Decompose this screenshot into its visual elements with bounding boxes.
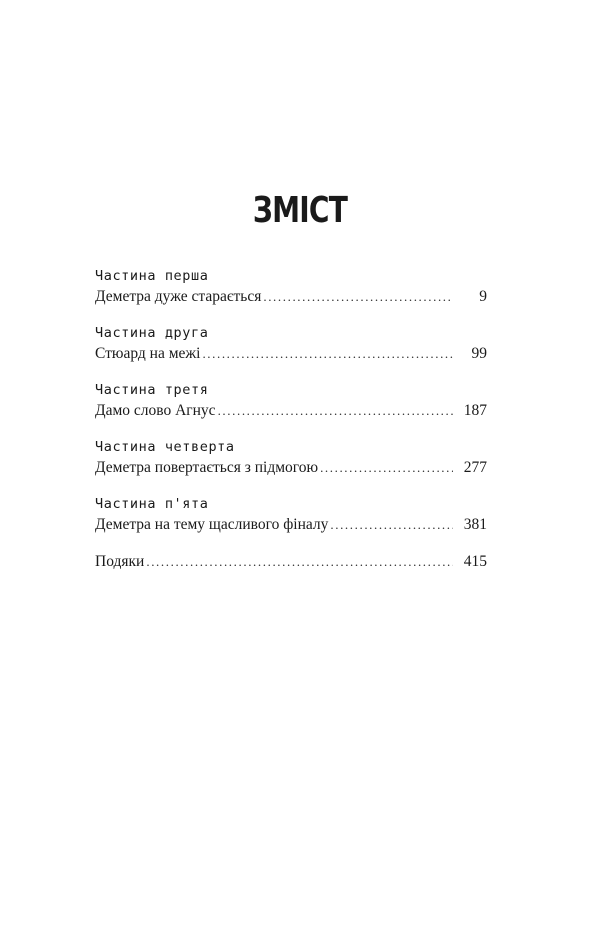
page-title: ЗМІСТ: [252, 190, 348, 231]
part-label: Частина друга: [95, 325, 209, 341]
entry-title: Стюард на межі: [95, 345, 201, 362]
toc-part-3: [95, 380, 487, 422]
toc-acknowledgements: [95, 551, 487, 573]
toc-part-4: [95, 437, 487, 479]
toc-part-5: [95, 494, 487, 536]
part-label: Частина четверта: [95, 439, 235, 455]
dot-leader: [146, 551, 453, 573]
toc-part-1: [95, 266, 487, 308]
toc-entry[interactable]: [95, 400, 487, 422]
toc-part-2: [95, 323, 487, 365]
page-number: 99: [471, 345, 487, 362]
dot-leader: [263, 286, 453, 308]
entry-title: Деметра повертається з підмогою: [95, 459, 319, 476]
page-number: 277: [463, 459, 487, 476]
entry-title: Дамо слово Агнус: [95, 402, 216, 419]
table-of-contents: [95, 266, 487, 588]
dot-leader: [218, 400, 453, 422]
toc-entry[interactable]: [95, 551, 487, 573]
page-number: 187: [463, 402, 487, 419]
entry-title: Деметра дуже старається: [95, 288, 262, 305]
page-number: 381: [463, 516, 487, 533]
toc-entry[interactable]: [95, 286, 487, 308]
part-label: Частина третя: [95, 382, 209, 398]
entry-title: Деметра на тему щасливого фіналу: [95, 516, 329, 533]
page-number: 415: [463, 553, 487, 570]
part-label: Частина перша: [95, 268, 209, 284]
toc-entry[interactable]: [95, 457, 487, 479]
dot-leader: [202, 343, 453, 365]
dot-leader: [330, 514, 453, 536]
entry-title: Подяки: [95, 553, 145, 570]
dot-leader: [320, 457, 453, 479]
page-number: 9: [479, 288, 487, 305]
toc-entry[interactable]: [95, 514, 487, 536]
toc-entry[interactable]: [95, 343, 487, 365]
part-label: Частина п'ята: [95, 496, 209, 512]
